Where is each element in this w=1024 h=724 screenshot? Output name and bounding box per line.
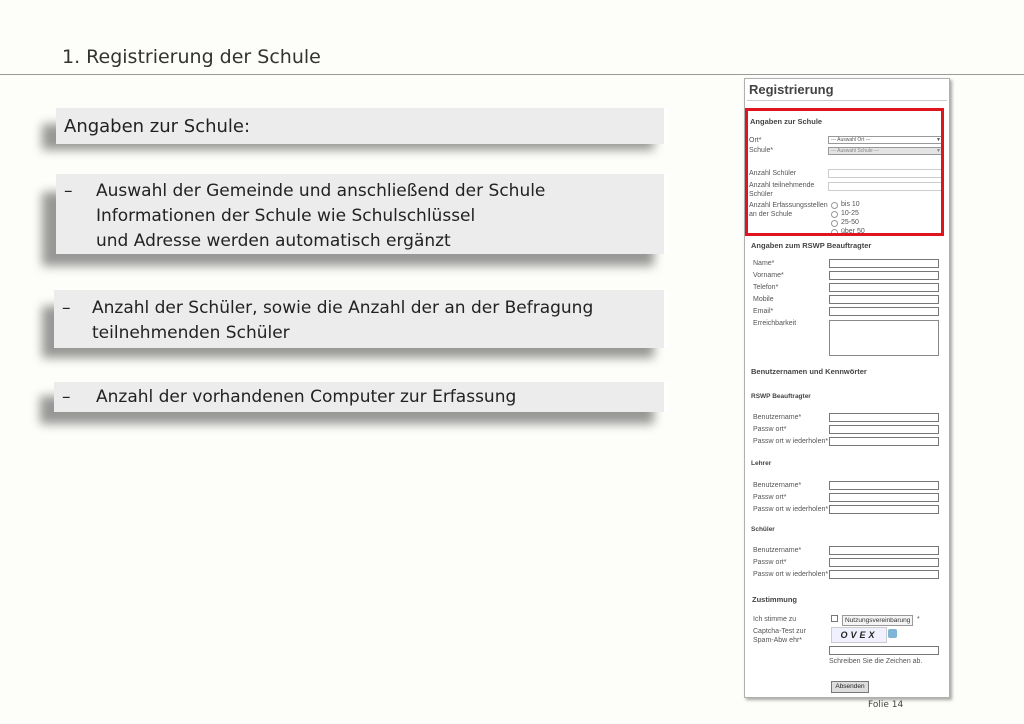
ort-select-value: --- Auswahl Ort --- bbox=[831, 137, 871, 143]
slide-title: 1. Registrierung der Schule bbox=[62, 46, 321, 68]
schueler-username-input[interactable] bbox=[829, 546, 939, 555]
refresh-captcha-icon[interactable] bbox=[888, 629, 897, 638]
section-heading-beauftragter: Angaben zum RSWP Beauftragter bbox=[751, 241, 872, 250]
lehrer-password-repeat-input[interactable] bbox=[829, 505, 939, 514]
form-divider bbox=[747, 100, 947, 101]
rswp-password-input[interactable] bbox=[829, 425, 939, 434]
lehrer-password-input[interactable] bbox=[829, 493, 939, 502]
teilnehmende-label-2: Schüler bbox=[749, 191, 773, 198]
vorname-input[interactable] bbox=[829, 271, 939, 280]
erfassung-label: Anzahl Erfassungsstellen bbox=[749, 202, 828, 209]
rswp-password-repeat-input[interactable] bbox=[829, 437, 939, 446]
field-label: Email* bbox=[753, 308, 774, 315]
ort-label: Ort* bbox=[749, 137, 762, 144]
bullet-line: und Adresse werden automatisch ergänzt bbox=[96, 231, 451, 251]
bullet-line: Anzahl der vorhandenen Computer zur Erfassung bbox=[96, 387, 517, 407]
field-label: Passw ort* bbox=[753, 426, 787, 433]
field-label: Passw ort w iederholen* bbox=[753, 438, 829, 445]
schueler-password-input[interactable] bbox=[829, 558, 939, 567]
email-input[interactable] bbox=[829, 307, 939, 316]
radio-option-label: bis 10 bbox=[841, 201, 860, 208]
bullet-dash: – bbox=[62, 298, 71, 318]
erfassung-label-2: an der Schule bbox=[749, 211, 793, 218]
schueler-password-repeat-input[interactable] bbox=[829, 570, 939, 579]
form-title: Registrierung bbox=[749, 82, 834, 97]
title-divider bbox=[0, 74, 1024, 75]
bullet-box-1 bbox=[56, 174, 668, 254]
bullet-text bbox=[92, 296, 593, 346]
highlight-frame bbox=[745, 108, 944, 236]
radio-option-label: über 50 bbox=[841, 228, 865, 235]
required-star: * bbox=[917, 616, 920, 623]
teilnehmende-label: Anzahl teilnehmende bbox=[749, 182, 815, 189]
lehrer-username-input[interactable] bbox=[829, 481, 939, 490]
erreichbarkeit-textarea[interactable] bbox=[829, 320, 939, 356]
rswp-username-input[interactable] bbox=[829, 413, 939, 422]
name-input[interactable] bbox=[829, 259, 939, 268]
heading-box bbox=[56, 108, 668, 144]
bullet-text bbox=[96, 179, 545, 254]
bullet-box-3 bbox=[54, 382, 668, 412]
bullet-box-2 bbox=[54, 290, 668, 348]
field-label: Vorname* bbox=[753, 272, 784, 279]
section-heading-zustimmung: Zustimmung bbox=[752, 595, 797, 604]
captcha-hint: Schreiben Sie die Zeichen ab. bbox=[829, 658, 923, 665]
bullet-line: Informationen der Schule wie Schulschlüssel bbox=[96, 206, 476, 226]
submit-button[interactable]: Absenden bbox=[831, 681, 869, 693]
bullet-text bbox=[96, 385, 516, 410]
bullet-line: Anzahl der Schüler, sowie die Anzahl der an der Befragung bbox=[92, 298, 594, 318]
captcha-input[interactable] bbox=[829, 646, 939, 655]
field-label: Benutzername* bbox=[753, 414, 802, 421]
slide-number: Folie 14 bbox=[868, 700, 904, 710]
section-heading-schule: Angaben zur Schule bbox=[750, 117, 823, 126]
heading-text: Angaben zur Schule: bbox=[64, 116, 251, 137]
captcha-label: Captcha-Test zur bbox=[753, 628, 806, 635]
dropdown-arrow-icon: ▼ bbox=[936, 148, 941, 154]
telefon-input[interactable] bbox=[829, 283, 939, 292]
subsection-heading-lehrer: Lehrer bbox=[751, 460, 772, 467]
field-label: Name* bbox=[753, 260, 775, 267]
captcha-image: OVEX bbox=[831, 627, 887, 643]
subsection-heading-schueler: Schüler bbox=[751, 526, 775, 533]
section-heading-accounts: Benutzernamen und Kennwörter bbox=[751, 367, 867, 376]
dropdown-arrow-icon: ▼ bbox=[936, 137, 941, 143]
mobile-input[interactable] bbox=[829, 295, 939, 304]
field-label: Passw ort w iederholen* bbox=[753, 506, 829, 513]
radio-option-label: 10-25 bbox=[841, 210, 859, 217]
field-label: Passw ort* bbox=[753, 494, 787, 501]
captcha-label-2: Spam-Abw ehr* bbox=[753, 637, 803, 644]
bullet-line: Auswahl der Gemeinde und anschließend der Schule bbox=[96, 181, 546, 201]
schule-label: Schule* bbox=[749, 147, 774, 154]
agree-checkbox[interactable] bbox=[831, 615, 838, 622]
nutzungsvereinbarung-link[interactable]: Nutzungsvereinbarung bbox=[842, 615, 913, 626]
subsection-heading-rswp: RSWP Beauftragter bbox=[751, 393, 811, 400]
field-label: Telefon* bbox=[753, 284, 779, 291]
anzahl-schueler-label: Anzahl Schüler bbox=[749, 170, 797, 177]
field-label: Passw ort* bbox=[753, 559, 787, 566]
bullet-dash: – bbox=[64, 181, 73, 201]
field-label: Benutzername* bbox=[753, 482, 802, 489]
radio-option-label: 25-50 bbox=[841, 219, 859, 226]
bullet-line: teilnehmenden Schüler bbox=[92, 323, 290, 343]
field-label: Erreichbarkeit bbox=[753, 320, 797, 327]
ich-stimme-label: Ich stimme zu bbox=[753, 616, 797, 623]
field-label: Passw ort w iederholen* bbox=[753, 571, 829, 578]
schule-select-value: --- Auswahl Schule --- bbox=[831, 148, 880, 154]
field-label: Benutzername* bbox=[753, 547, 802, 554]
field-label: Mobile bbox=[753, 296, 774, 303]
bullet-dash: – bbox=[62, 387, 71, 407]
